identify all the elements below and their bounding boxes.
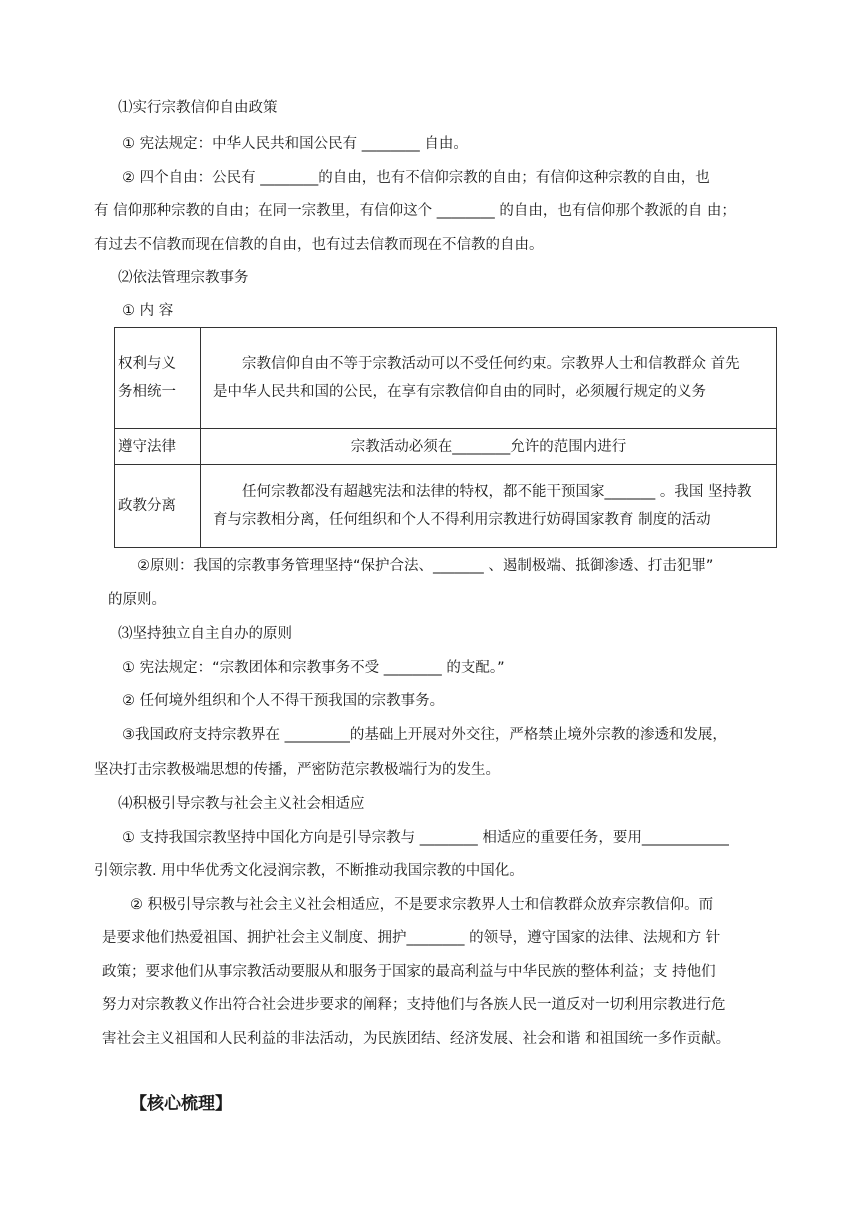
section3-item2: ② 任何境外组织和个人不得干预我国的宗教事务。	[122, 693, 445, 709]
section1-title: ⑴实行宗教信仰自由政策	[118, 100, 278, 116]
section4-item2-line5: 害社会主义祖国和人民利益的非法活动，为民族团结、经济发展、社会和谐 和祖国统一多作贡献。	[102, 1031, 731, 1047]
table-label-cell: 政教分离	[115, 465, 201, 548]
section2-principle-line1: ②原则：我国的宗教事务管理坚持“保护合法、_______ 、遏制极端、抵御渗透、打击犯罪”	[137, 558, 714, 574]
table-row	[115, 465, 777, 548]
section4-item2-line1: ② 积极引导宗教与社会主义社会相适应，不是要求宗教界人士和信教群众放弃宗教信仰。而	[130, 897, 714, 913]
table-text-line: 育与宗教相分离，任何组织和个人不得利用宗教进行妨碍国家教育 制度的活动	[213, 512, 711, 528]
section4-item2-line3: 政策；要求他们从事宗教活动要服从和服务于国家的最高利益与中华民族的整体利益；支 持他们	[102, 964, 716, 980]
table-text-line: 是中华人民共和国的公民，在享有宗教信仰自由的同时，必须履行规定的义务	[213, 384, 706, 400]
table-row	[115, 328, 777, 429]
section4-item1-line1: ① 支持我国宗教坚持中国化方向是引导宗教与 ________ 相适应的重要任务，要用____________	[122, 830, 729, 846]
section2-principle-line2: 的原则。	[108, 592, 166, 608]
section3-item1: ① 宪法规定：“宗教团体和宗教事务不受 ________ 的支配。”	[122, 660, 505, 676]
content-table	[114, 327, 777, 548]
table-label-cell: 遵守法律	[115, 429, 201, 465]
table-text-cell	[201, 328, 777, 429]
table-label-line: 务相统一	[118, 384, 176, 400]
table-text-cell	[201, 465, 777, 548]
table-text-line: 任何宗教都没有超越宪法和法律的特权，都不能干预国家_______ 。我国 坚持教	[242, 484, 752, 500]
table-label-cell	[115, 328, 201, 429]
section4-title: ⑷积极引导宗教与社会主义社会相适应	[118, 796, 365, 812]
section2-title: ⑵依法管理宗教事务	[118, 270, 249, 286]
table-row	[115, 429, 777, 465]
section4-item1-line2: 引领宗教. 用中华优秀文化浸润宗教，不断推动我国宗教的中国化。	[94, 863, 524, 879]
section1-item1: ① 宪法规定：中华人民共和国公民有 ________ 自由。	[122, 136, 468, 152]
section4-item2-line2: 是要求他们热爱祖国、拥护社会主义制度、拥护________ 的领导，遵守国家的法律、法规和方 针	[102, 930, 721, 946]
section4-item2-line4: 努力对宗教教义作出符合社会进步要求的阐释；支持他们与各族人民一道反对一切利用宗教进行危	[102, 997, 726, 1013]
table-text-line: 宗教信仰自由不等于宗教活动可以不受任何约束。宗教界人士和信教群众 首先	[242, 356, 740, 372]
section1-item2-line2: 有 信仰那种宗教的自由；在同一宗教里，有信仰这个 ________ 的自由，也有信仰那个教派的自 由；	[94, 203, 736, 219]
core-summary-heading: 【核心梳理】	[130, 1094, 232, 1114]
section1-item2-line3: 有过去不信教而现在信教的自由，也有过去信教而现在不信教的自由。	[94, 237, 544, 253]
section1-item2-line1: ② 四个自由：公民有 ________的自由，也有不信仰宗教的自由；有信仰这种宗教的自由，也	[122, 170, 710, 186]
section3-title: ⑶坚持独立自主自办的原则	[118, 626, 292, 642]
table-text-cell: 宗教活动必须在________允许的范围内进行	[201, 429, 777, 465]
section3-item3-line2: 坚决打击宗教极端思想的传播，严密防范宗教极端行为的发生。	[94, 762, 500, 778]
section3-item3-line1: ③我国政府支持宗教界在 _________的基础上开展对外交往，严格禁止境外宗教的渗透和发展，	[122, 727, 727, 743]
section2-subtitle: ① 内 容	[122, 303, 174, 319]
table-label-line: 权利与义	[118, 356, 176, 372]
